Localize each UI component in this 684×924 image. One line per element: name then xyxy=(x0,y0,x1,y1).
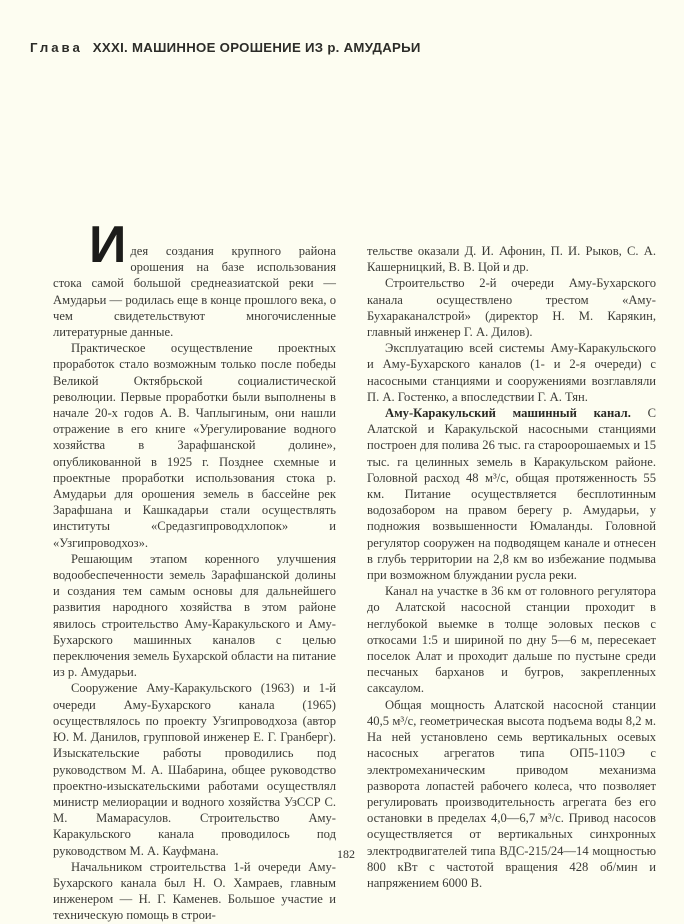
paragraph xyxy=(367,405,656,583)
right-column xyxy=(367,243,656,891)
paragraph: Строительство 2-й очереди Аму-Бухарского канала осуществлено трестом «Аму-Бухараканалстрой» (директор Н. М. Карякин, главный инженер Г. А. Дилов). xyxy=(367,276,656,340)
paragraph-text: дея создания крупного района орошения на базе использования стока самой большой среднеазиатской реки — Амударьи — родилась еще в конце прошлого века, о чем свидетельствуют многочисленные литературные данные. xyxy=(53,244,336,340)
paragraph xyxy=(53,216,336,340)
section-heading: Аму-Каракульский машинный канал. xyxy=(385,406,631,421)
chapter-heading xyxy=(30,40,421,55)
chapter-title: XXXI. МАШИННОЕ ОРОШЕНИЕ ИЗ р. АМУДАРЬИ xyxy=(92,40,421,55)
paragraph: Практическое осуществление проектных проработок стало возможным только после победы Великой Октябрьской социалистической революции. Первые проработки были выполнены в начале 20-х годов А. В. Чаплыгиным, они нашли отражение в его книге «Урегулирование водного хозяйства в Зарафшанской долине», опубликованной в 1925 г. Позднее схемные и проектные проработки использования стока р. Амударьи для орошения земель в бассейне рек Зарафшана и Кашкадарьи стали осуществлять институты «Средазгипроводхлопок» и «Узгипроводхоз». xyxy=(53,341,336,550)
paragraph: Решающим этапом коренного улучшения водообеспеченности земель Зарафшанской долины и создания тем самым основы для дальнейшего развития народного хозяйства в этом районе явилось строительство Аму-Каракульского и Аму-Бухарского машинных каналов с целью переключения земель Бухарской области на питание из р. Амударьи. xyxy=(53,551,336,680)
page-number: 182 xyxy=(337,847,355,861)
paragraph: тельстве оказали Д. И. Афонин, П. И. Рыков, С. А. Кашерницкий, В. В. Цой и др. xyxy=(367,244,656,275)
paragraph: Начальником строительства 1-й очереди Аму-Бухарского канала был Н. О. Хамраев, главным инженером — Н. Г. Каменев. Большое участие и техническую помощь в строи- xyxy=(53,859,336,923)
paragraph-text: С Алатской и Каракульской насосными станциями построен для полива 26 тыс. га староорошаемых и 15 тыс. га целинных земель в Каракульском районе. Головной расход 48 м³/с, общая протяженность 55 км. Питание осуществляется бесплотинным водозабором на правом берегу р. Амударьи, у подножия возвышенности Юмаланды. Головной регулятор сооружен на подводящем канале и отнесен в глубь территории на 2,8 км во избежание подмыва при возможном блуждании русла реки. xyxy=(367,406,656,583)
paragraph: Канал на участке в 36 км от головного регулятора до Алатской насосной станции проходит в неглубокой выемке в толще эоловых песков с откосами 1:5 и шириной по дну 5—6 м, пересекает поселок Алат и проходит дальше по пустыне среди песчаных барханов и бугров, закрепленных саксаулом. xyxy=(367,584,656,696)
chapter-label: Глава xyxy=(30,40,83,55)
drop-cap: И xyxy=(89,216,127,274)
paragraph: Сооружение Аму-Каракульского (1963) и 1-й очереди Аму-Бухарского канала (1965) осуществлялось по проекту Узгипроводхоза (автор Ю. М. Данилов, групповой инженер Е. Г. Гранберг). Изыскательские работы проводились под руководством М. А. Шабарина, общее руководство проектно-изыскательскими работами осуществлял министр мелиорации и водного хозяйства УзССР С. М. Мамарасулов. Строительство Аму-Каракульского канала проводилось под руководством М. А. Кауфмана. xyxy=(53,681,336,858)
paragraph: Общая мощность Алатской насосной станции 40,5 м³/с, геометрическая высота подъема воды 8,2 м. На ней установлено семь вертикальных осевых насосных агрегатов типа ОП5-110Э с электромеханическим приводом механизма разворота лопастей рабочего колеса, что позволяет регулировать производительность агрегата без его остановки в пределах 4,0—6,7 м³/с. Привод насосов осуществляется от вертикальных синхронных электродвигателей типа ВДС-215/24—14 мощностью 800 кВт с частотой вращения 428 об/мин и напряжением 6000 В. xyxy=(367,697,656,890)
left-column xyxy=(53,216,336,924)
paragraph: Эксплуатацию всей системы Аму-Каракульского и Аму-Бухарского каналов (1- и 2-я очереди) с насосными станциями и сооружениями возглавляли П. А. Гостенко, а впоследствии Г. А. Тян. xyxy=(367,341,656,404)
